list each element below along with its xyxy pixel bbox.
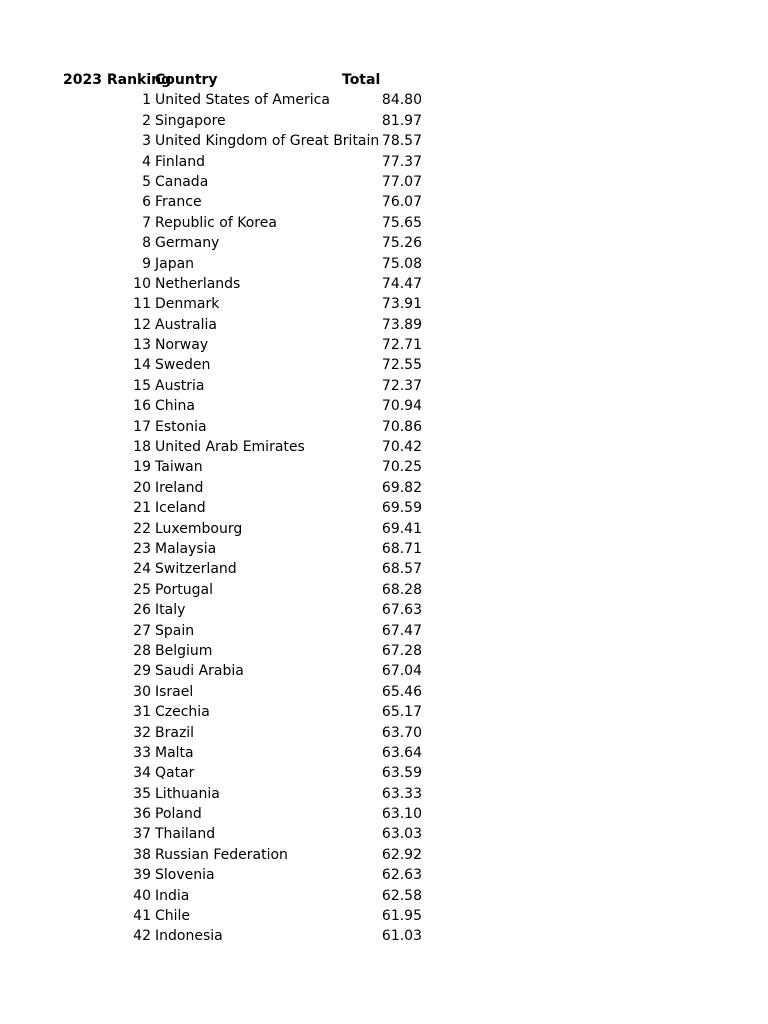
country-cell: Germany	[155, 235, 220, 252]
total-cell: 68.28	[381, 581, 422, 598]
country-cell: Canada	[155, 173, 209, 190]
country-cell: Czechia	[155, 704, 210, 721]
country-cell: Norway	[155, 337, 209, 354]
country-cell: Australia	[155, 316, 217, 333]
total-cell: 67.47	[381, 622, 422, 639]
table-row	[63, 661, 443, 681]
rank-cell: 25	[133, 581, 151, 598]
table-row	[63, 294, 443, 314]
total-cell: 63.70	[381, 724, 422, 741]
total-cell: 63.64	[381, 744, 422, 761]
total-cell: 67.63	[381, 602, 422, 619]
total-cell: 70.86	[381, 418, 422, 435]
rank-cell: 36	[133, 806, 151, 823]
table-row	[63, 519, 443, 539]
rank-cell: 30	[133, 683, 151, 700]
rank-cell: 21	[133, 500, 151, 517]
table-row	[63, 192, 443, 212]
total-cell: 61.95	[381, 908, 422, 925]
table-row	[63, 172, 443, 192]
total-cell: 69.82	[381, 479, 422, 496]
rank-cell: 11	[133, 296, 151, 313]
rank-cell: 8	[142, 235, 151, 252]
country-cell: Chile	[155, 908, 191, 925]
rank-cell: 3	[142, 133, 151, 150]
total-cell: 73.89	[381, 316, 422, 333]
rank-cell: 15	[133, 377, 151, 394]
country-cell: United States of America	[155, 92, 330, 109]
rank-cell: 26	[133, 602, 151, 619]
total-cell: 61.03	[381, 928, 422, 945]
country-cell: Finland	[155, 153, 206, 170]
table-row	[63, 213, 443, 233]
country-cell: Japan	[155, 255, 195, 272]
country-cell: Israel	[155, 683, 194, 700]
rank-cell: 40	[133, 887, 151, 904]
country-cell: Italy	[155, 602, 186, 619]
table-row	[63, 682, 443, 702]
rank-cell: 33	[133, 744, 151, 761]
total-cell: 77.07	[381, 173, 422, 190]
total-cell: 67.28	[381, 642, 422, 659]
rank-cell: 39	[133, 867, 151, 884]
rank-cell: 14	[133, 357, 151, 374]
total-cell: 62.63	[381, 867, 422, 884]
rank-cell: 5	[142, 173, 151, 190]
table-row	[63, 865, 443, 885]
rank-cell: 6	[142, 194, 151, 211]
table-row	[63, 396, 443, 416]
country-cell: Portugal	[155, 581, 213, 598]
table-row	[63, 824, 443, 844]
rank-cell: 31	[133, 704, 151, 721]
rank-cell: 18	[133, 439, 151, 456]
table-row	[63, 152, 443, 172]
country-cell: Taiwan	[155, 459, 203, 476]
table-row	[63, 417, 443, 437]
country-cell: Iceland	[155, 500, 206, 517]
country-cell: United Kingdom of Great Britain	[155, 133, 380, 150]
country-cell: Switzerland	[155, 561, 237, 578]
total-cell: 70.25	[381, 459, 422, 476]
country-cell: Indonesia	[155, 928, 223, 945]
table-row	[63, 621, 443, 641]
rank-cell: 13	[133, 337, 151, 354]
rank-cell: 16	[133, 398, 151, 415]
total-cell: 73.91	[381, 296, 422, 313]
rank-cell: 41	[133, 908, 151, 925]
table-row	[63, 926, 443, 946]
table-row	[63, 723, 443, 743]
table-row	[63, 111, 443, 131]
table-row	[63, 845, 443, 865]
country-cell: Estonia	[155, 418, 207, 435]
total-cell: 76.07	[381, 194, 422, 211]
total-cell: 69.41	[381, 520, 422, 537]
country-cell: Spain	[155, 622, 195, 639]
header-country: Country	[155, 72, 218, 88]
rank-cell: 9	[142, 255, 151, 272]
table-row	[63, 702, 443, 722]
table-row	[63, 886, 443, 906]
country-cell: Malta	[155, 744, 194, 761]
country-cell: Denmark	[155, 296, 220, 313]
total-cell: 63.03	[381, 826, 422, 843]
total-cell: 74.47	[381, 275, 422, 292]
total-cell: 77.37	[381, 153, 422, 170]
total-cell: 70.42	[381, 439, 422, 456]
table-row	[63, 600, 443, 620]
table-header-row	[63, 70, 443, 90]
country-cell: Russian Federation	[155, 846, 288, 863]
rank-cell: 37	[133, 826, 151, 843]
total-cell: 72.37	[381, 377, 422, 394]
rank-cell: 2	[142, 112, 151, 129]
total-cell: 62.58	[381, 887, 422, 904]
table-row	[63, 274, 443, 294]
country-cell: Poland	[155, 806, 202, 823]
rank-cell: 12	[133, 316, 151, 333]
rank-cell: 27	[133, 622, 151, 639]
rank-cell: 17	[133, 418, 151, 435]
table-row	[63, 131, 443, 151]
total-cell: 68.57	[381, 561, 422, 578]
total-cell: 72.71	[381, 337, 422, 354]
country-cell: Ireland	[155, 479, 204, 496]
country-cell: Qatar	[155, 765, 195, 782]
total-cell: 75.08	[381, 255, 422, 272]
country-cell: Republic of Korea	[155, 214, 277, 231]
table-row	[63, 90, 443, 110]
country-cell: China	[155, 398, 195, 415]
table-row	[63, 539, 443, 559]
total-cell: 63.59	[381, 765, 422, 782]
rank-cell: 34	[133, 765, 151, 782]
country-cell: Austria	[155, 377, 205, 394]
total-cell: 65.46	[381, 683, 422, 700]
country-cell: Lithuania	[155, 785, 220, 802]
country-cell: India	[155, 887, 190, 904]
total-cell: 65.17	[381, 704, 422, 721]
table-row	[63, 376, 443, 396]
rank-cell: 42	[133, 928, 151, 945]
rank-cell: 1	[142, 92, 151, 109]
country-cell: Slovenia	[155, 867, 215, 884]
rank-cell: 38	[133, 846, 151, 863]
header-total: Total	[342, 72, 381, 88]
rank-cell: 29	[133, 663, 151, 680]
total-cell: 78.57	[381, 133, 422, 150]
country-cell: United Arab Emirates	[155, 439, 305, 456]
table-row	[63, 478, 443, 498]
header-rank: 2023 Ranking	[63, 72, 172, 88]
rank-cell: 32	[133, 724, 151, 741]
table-row	[63, 355, 443, 375]
rank-cell: 19	[133, 459, 151, 476]
country-cell: Belgium	[155, 642, 213, 659]
total-cell: 84.80	[381, 92, 422, 109]
table-row	[63, 580, 443, 600]
rank-cell: 20	[133, 479, 151, 496]
total-cell: 72.55	[381, 357, 422, 374]
table-row	[63, 315, 443, 335]
rank-cell: 35	[133, 785, 151, 802]
table-body	[63, 90, 443, 946]
table-row	[63, 804, 443, 824]
rank-cell: 7	[142, 214, 151, 231]
table-row	[63, 457, 443, 477]
country-cell: France	[155, 194, 202, 211]
country-cell: Malaysia	[155, 540, 217, 557]
total-cell: 67.04	[381, 663, 422, 680]
table-row	[63, 784, 443, 804]
country-cell: Netherlands	[155, 275, 241, 292]
table-row	[63, 498, 443, 518]
table-row	[63, 906, 443, 926]
rank-cell: 23	[133, 540, 151, 557]
total-cell: 63.10	[381, 806, 422, 823]
table-row	[63, 233, 443, 253]
table-row	[63, 763, 443, 783]
total-cell: 75.26	[381, 235, 422, 252]
rank-cell: 22	[133, 520, 151, 537]
rank-cell: 24	[133, 561, 151, 578]
ranking-table	[63, 70, 443, 947]
total-cell: 62.92	[381, 846, 422, 863]
country-cell: Thailand	[155, 826, 216, 843]
total-cell: 63.33	[381, 785, 422, 802]
table-row	[63, 437, 443, 457]
total-cell: 68.71	[381, 540, 422, 557]
total-cell: 69.59	[381, 500, 422, 517]
country-cell: Brazil	[155, 724, 195, 741]
table-row	[63, 743, 443, 763]
country-cell: Sweden	[155, 357, 211, 374]
total-cell: 70.94	[381, 398, 422, 415]
table-row	[63, 641, 443, 661]
table-row	[63, 254, 443, 274]
rank-cell: 10	[133, 275, 151, 292]
country-cell: Luxembourg	[155, 520, 243, 537]
rank-cell: 4	[142, 153, 151, 170]
total-cell: 75.65	[381, 214, 422, 231]
table-row	[63, 335, 443, 355]
total-cell: 81.97	[381, 112, 422, 129]
table-row	[63, 559, 443, 579]
rank-cell: 28	[133, 642, 151, 659]
country-cell: Singapore	[155, 112, 226, 129]
country-cell: Saudi Arabia	[155, 663, 244, 680]
